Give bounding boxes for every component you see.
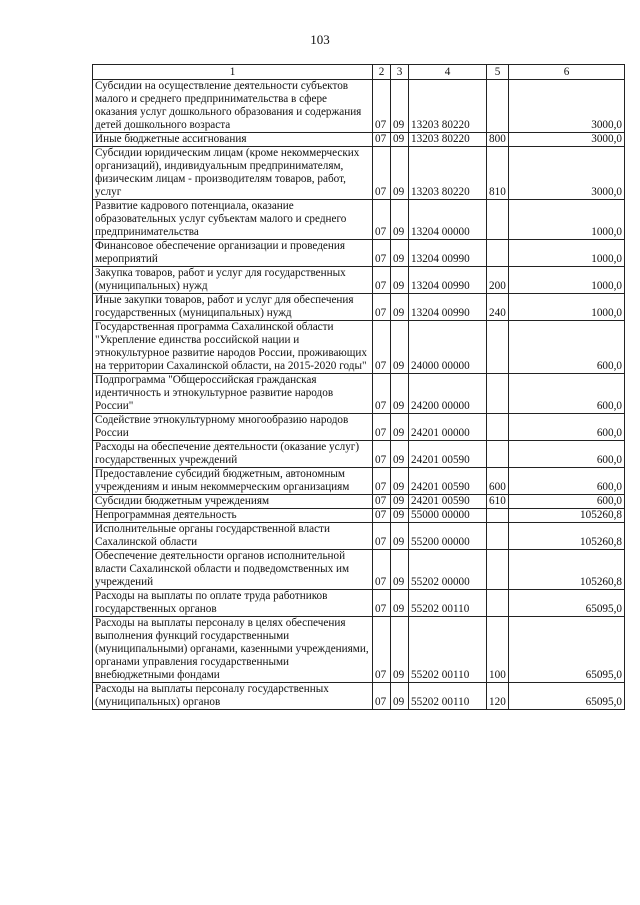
row-section-cell: 07 [373,374,391,414]
row-name-cell: Расходы на обеспечение деятельности (оказание услуг) государственных учреждений [93,441,373,468]
row-amount-cell: 600,0 [509,321,625,374]
row-amount-cell: 1000,0 [509,294,625,321]
row-expense-type-cell [487,414,509,441]
row-subsection-cell: 09 [391,550,409,590]
row-amount-cell: 3000,0 [509,147,625,200]
row-expense-type-cell [487,200,509,240]
row-code-cell: 13204 00990 [409,240,487,267]
row-expense-type-cell: 120 [487,683,509,710]
row-subsection-cell: 09 [391,495,409,509]
row-amount-cell: 1000,0 [509,200,625,240]
row-section-cell: 07 [373,509,391,523]
table-row [93,590,625,617]
table-row [93,147,625,200]
row-code-cell: 13204 00990 [409,267,487,294]
table-row [93,550,625,590]
row-amount-cell: 105260,8 [509,550,625,590]
table-row [93,133,625,147]
row-code-cell: 55202 00110 [409,683,487,710]
row-code-cell: 55200 00000 [409,523,487,550]
row-section-cell: 07 [373,617,391,683]
table-row [93,441,625,468]
table-row [93,321,625,374]
row-subsection-cell: 09 [391,294,409,321]
row-code-cell: 13204 00000 [409,200,487,240]
table-row [93,294,625,321]
row-section-cell: 07 [373,321,391,374]
table-row [93,468,625,495]
row-subsection-cell: 09 [391,590,409,617]
row-name-cell: Предоставление субсидий бюджетным, автономным учреждениям и иным некоммерческим организациям [93,468,373,495]
row-section-cell: 07 [373,200,391,240]
row-name-cell: Обеспечение деятельности органов исполнительной власти Сахалинской области и подведомственных им учреждений [93,550,373,590]
row-expense-type-cell [487,550,509,590]
row-name-cell: Расходы на выплаты по оплате труда работников государственных органов [93,590,373,617]
row-amount-cell: 65095,0 [509,617,625,683]
row-code-cell: 24201 00590 [409,468,487,495]
row-expense-type-cell: 100 [487,617,509,683]
row-code-cell: 24200 00000 [409,374,487,414]
row-code-cell: 55202 00000 [409,550,487,590]
row-amount-cell: 600,0 [509,441,625,468]
row-subsection-cell: 09 [391,267,409,294]
row-section-cell: 07 [373,267,391,294]
row-expense-type-cell [487,321,509,374]
row-amount-cell: 600,0 [509,374,625,414]
budget-table [92,64,625,710]
row-subsection-cell: 09 [391,133,409,147]
row-code-cell: 24201 00000 [409,414,487,441]
row-code-cell: 55000 00000 [409,509,487,523]
row-section-cell: 07 [373,683,391,710]
row-amount-cell: 1000,0 [509,240,625,267]
table-row [93,267,625,294]
row-code-cell: 13203 80220 [409,133,487,147]
row-subsection-cell: 09 [391,240,409,267]
row-name-cell: Непрограммная деятельность [93,509,373,523]
row-section-cell: 07 [373,80,391,133]
row-amount-cell: 65095,0 [509,590,625,617]
row-name-cell: Развитие кадрового потенциала, оказание образовательных услуг субъектам малого и среднего предпринимательства [93,200,373,240]
row-amount-cell: 65095,0 [509,683,625,710]
header-cell: 4 [409,65,487,80]
row-expense-type-cell: 600 [487,468,509,495]
row-amount-cell: 105260,8 [509,509,625,523]
row-subsection-cell: 09 [391,80,409,133]
row-code-cell: 13204 00990 [409,294,487,321]
row-expense-type-cell [487,374,509,414]
row-code-cell: 13203 80220 [409,147,487,200]
row-subsection-cell: 09 [391,374,409,414]
row-code-cell: 13203 80220 [409,80,487,133]
row-subsection-cell: 09 [391,414,409,441]
header-cell: 5 [487,65,509,80]
row-subsection-cell: 09 [391,523,409,550]
row-name-cell: Содействие этнокультурному многообразию народов России [93,414,373,441]
row-name-cell: Субсидии юридическим лицам (кроме некоммерческих организаций), индивидуальным предпринимателям, физическим лицам - производителям товаров, работ, услуг [93,147,373,200]
row-amount-cell: 600,0 [509,414,625,441]
row-subsection-cell: 09 [391,441,409,468]
row-name-cell: Субсидии бюджетным учреждениям [93,495,373,509]
table-row [93,617,625,683]
row-name-cell: Расходы на выплаты персоналу государственных (муниципальных) органов [93,683,373,710]
row-name-cell: Государственная программа Сахалинской области "Укрепление единства российской нации и этнокультурное развитие народов России, проживающих на территории Сахалинской области, на 2015-2020 годы" [93,321,373,374]
row-name-cell: Исполнительные органы государственной власти Сахалинской области [93,523,373,550]
table-row [93,414,625,441]
row-expense-type-cell: 800 [487,133,509,147]
row-subsection-cell: 09 [391,468,409,495]
row-expense-type-cell: 200 [487,267,509,294]
row-code-cell: 24201 00590 [409,441,487,468]
row-subsection-cell: 09 [391,147,409,200]
row-subsection-cell: 09 [391,617,409,683]
row-expense-type-cell [487,509,509,523]
table-row [93,509,625,523]
row-expense-type-cell [487,590,509,617]
row-section-cell: 07 [373,147,391,200]
row-section-cell: 07 [373,294,391,321]
row-expense-type-cell [487,80,509,133]
row-expense-type-cell [487,523,509,550]
row-section-cell: 07 [373,523,391,550]
table-row [93,80,625,133]
table-row [93,240,625,267]
table-row [93,374,625,414]
header-cell: 2 [373,65,391,80]
row-expense-type-cell [487,441,509,468]
row-amount-cell: 600,0 [509,495,625,509]
header-cell: 1 [93,65,373,80]
row-section-cell: 07 [373,414,391,441]
row-amount-cell: 3000,0 [509,80,625,133]
row-name-cell: Иные бюджетные ассигнования [93,133,373,147]
header-cell: 6 [509,65,625,80]
header-cell: 3 [391,65,409,80]
row-amount-cell: 1000,0 [509,267,625,294]
row-amount-cell: 105260,8 [509,523,625,550]
row-section-cell: 07 [373,550,391,590]
header-row [93,65,625,80]
row-name-cell: Иные закупки товаров, работ и услуг для обеспечения государственных (муниципальных) нужд [93,294,373,321]
page-number: 103 [310,32,330,47]
row-subsection-cell: 09 [391,200,409,240]
row-amount-cell: 3000,0 [509,133,625,147]
row-name-cell: Субсидии на осуществление деятельности субъектов малого и среднего предпринимательства в сфере оказания услуг дошкольного образования и содержания детей дошкольного возраста [93,80,373,133]
table-row [93,523,625,550]
row-section-cell: 07 [373,240,391,267]
row-name-cell: Закупка товаров, работ и услуг для государственных (муниципальных) нужд [93,267,373,294]
row-section-cell: 07 [373,441,391,468]
table-row [93,683,625,710]
row-name-cell: Подпрограмма "Общероссийская гражданская идентичность и этнокультурное развитие народов России" [93,374,373,414]
row-code-cell: 55202 00110 [409,617,487,683]
row-code-cell: 55202 00110 [409,590,487,617]
row-section-cell: 07 [373,590,391,617]
table-row [93,200,625,240]
table-row [93,495,625,509]
row-code-cell: 24000 00000 [409,321,487,374]
row-amount-cell: 600,0 [509,468,625,495]
row-subsection-cell: 09 [391,509,409,523]
row-section-cell: 07 [373,468,391,495]
row-expense-type-cell: 610 [487,495,509,509]
row-expense-type-cell: 810 [487,147,509,200]
row-section-cell: 07 [373,495,391,509]
row-subsection-cell: 09 [391,683,409,710]
row-name-cell: Финансовое обеспечение организации и проведения мероприятий [93,240,373,267]
row-subsection-cell: 09 [391,321,409,374]
row-code-cell: 24201 00590 [409,495,487,509]
row-name-cell: Расходы на выплаты персоналу в целях обеспечения выполнения функций государственными (муниципальными) органами, казенными учреждениями, органами управления государственными внебюджетными фондами [93,617,373,683]
row-expense-type-cell: 240 [487,294,509,321]
row-section-cell: 07 [373,133,391,147]
row-expense-type-cell [487,240,509,267]
